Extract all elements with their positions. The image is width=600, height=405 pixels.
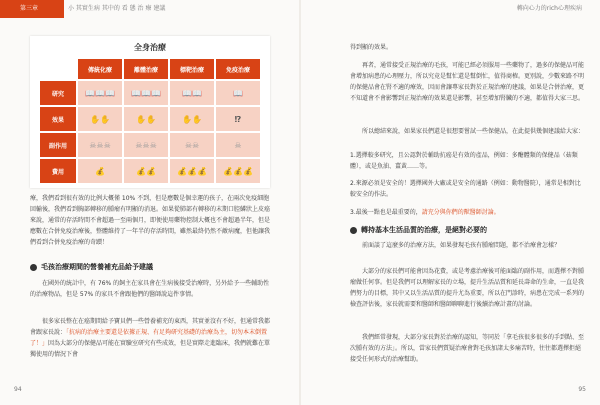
muscle-icon-cell	[124, 107, 168, 131]
muscle-icon-cell	[170, 107, 214, 131]
list-number: 1.	[350, 152, 356, 159]
right-paragraph-5: 大部分的家長們可能會因為花費，或是考慮治療後可能面臨的副作用，而選擇不對腫瘤做任何事。但是我們可以理解家長的立場，提升生活品質和延長壽命的生命，一直是我們努力的目標，其中又以生活品質的提升尤為重要，所以在門診時，病患在完成一系列的檢查評估後，家長就需要和醫師和醫師聊聊進行後續治療計畫的討論。	[350, 268, 585, 308]
money-bag-icon: 💰	[95, 166, 105, 176]
table-title: 全身治療	[134, 43, 166, 52]
money-bag-icon: 💰💰	[136, 166, 156, 176]
col-head-isolation: 離體治療	[124, 59, 168, 79]
money-bag-icon-cell	[170, 159, 214, 183]
skull-icon-cell	[216, 133, 260, 157]
table-header-row	[40, 59, 260, 79]
list-highlight: 請充分與你們的獸醫師討論。	[421, 209, 500, 216]
list-number: 3.	[350, 209, 356, 216]
col-head-immuno: 免疫治療	[216, 59, 260, 79]
right-paragraph-3: 所以總結來說，如果家長們還是很想要嘗試一些保健品，在此提供幾個建議給大家：	[362, 128, 585, 135]
book-icon-cell	[216, 81, 260, 105]
left-paragraph-3	[30, 316, 272, 360]
book-icon: 📖📖📖	[131, 88, 161, 98]
right-running-title: 轉向心力的rich心理疾病	[516, 5, 582, 12]
skull-icon: ☠☠	[184, 140, 200, 150]
skull-icon: ☠	[234, 140, 242, 150]
table-grid	[40, 59, 260, 185]
section-heading-text: 轉持基本生活品質的治療，是絕對必要的	[361, 226, 487, 234]
row-head-research: 研究	[40, 81, 76, 105]
money-bag-icon-cell	[124, 159, 168, 183]
question-icon: ⁉	[234, 114, 242, 124]
book-icon-cell	[78, 81, 122, 105]
page-number-right: 95	[578, 386, 586, 393]
right-paragraph-6	[350, 332, 584, 365]
book-icon-cell	[124, 81, 168, 105]
advice-item-1	[350, 150, 584, 172]
advice-item-3	[350, 207, 584, 218]
skull-icon: ☠☠☠	[135, 140, 157, 150]
section-heading-quality-of-life	[350, 225, 584, 235]
right-paragraph-2: 再者，通常接受正規治療的毛孩，可能已經必須服用一些藥物了，過多的保健品可能會增加病患的心理壓力，所以究竟是幫忙還是幫倒忙，值得商榷。更別說，少數來路不明的保健品會在腎不適的療效，因而會讓專家長對於正規治療的建議，如果是合併治療，更不知道會不會影響到正規治療的效果還是影響，甚至增加腎臟的不適，都值得大家三思。	[350, 62, 585, 102]
treatment-comparison-table	[30, 36, 270, 188]
chapter-tab	[0, 0, 64, 18]
table-row-cost	[40, 159, 260, 183]
table-corner	[40, 59, 76, 79]
skull-icon-cell	[124, 133, 168, 157]
left-paragraph-1: 療，我們看到很有效的比例大概僅 10% 不到，但是應數是個幸運的孩子，在兩次免疫細胞回輸後，我們看到胸部轉移的腫瘤有明顯的消退。如果從肺部有轉移的末期口腔鱗狀上皮癌來說，通常的存活時間不會超過一至兩個月，即便使用藥物控制大概也不會超過半年，但是應數在合併免疫治療後，整體維持了一年半的存活時間，雖然最終仍然不敵病魔，但他讓我們看到合併免疫治療的奇蹟！	[30, 195, 271, 246]
left-running-title: 小 其實生病 其中的 看 態 治 療 建議	[68, 5, 166, 12]
question-icon-cell	[216, 107, 260, 131]
book-icon: 📖📖	[182, 88, 202, 98]
paragraph-text: 」。所以，當家長們質疑治療會對毛孩加諸太多痛苦時，往往都選擇拒絕接受任何形式的治療幫助。	[350, 345, 582, 363]
paw-icon	[350, 227, 357, 234]
advice-item-2	[350, 178, 584, 200]
row-head-side-effects: 副作用	[40, 133, 76, 157]
book-icon-cell	[170, 81, 214, 105]
section-heading-text: 毛孩治療期間的營養補充品給予建議	[41, 263, 153, 271]
muscle-icon: ✋✋	[182, 114, 202, 124]
paragraph-text: 很多家長整在在癌期間給予寶貝們一些營養補充的東西，其實並沒有不好，但通常我都會跟家長說：	[30, 318, 271, 336]
money-bag-icon-cell	[216, 159, 260, 183]
list-text: 選擇較多研究，且公認對於輔助抗癌是有效的產品，例如：多醣體類的保健品（菇類體），或是魚油、薑黃……等。	[350, 152, 578, 170]
skull-icon: ☠☠☠	[89, 140, 111, 150]
right-paragraph-4: 前面談了這麼多的治療方法，如果發現毛孩有腫瘤問題，都不治療會怎樣？	[362, 242, 561, 249]
section-heading-supplements	[30, 262, 272, 272]
muscle-icon: ✋✋	[136, 114, 156, 124]
skull-icon-cell	[170, 133, 214, 157]
money-bag-icon-cell	[78, 159, 122, 183]
book-icon: 📖	[233, 88, 243, 98]
skull-icon-cell	[78, 133, 122, 157]
right-paragraph-1: 得到顯的效果。	[350, 44, 393, 51]
page-number-left: 94	[14, 386, 22, 393]
list-text: 來源必須是安全的！選擇國外大廠或是安全的通路（例如：動物醫院），通常是相對比較安全的作法。	[350, 180, 581, 198]
left-paragraph-2: 在國外的統計中，有 76% 的飼主在家具會在生病後接受治療時，另外給予一些輔助性的治療物品，但是 57% 的家具不會跟他們的醫師說這件事情。	[30, 280, 270, 298]
muscle-icon-cell	[78, 107, 122, 131]
col-head-targeted: 標靶治療	[170, 59, 214, 79]
table-row-research	[40, 81, 260, 105]
row-head-effect: 效果	[40, 107, 76, 131]
highlight-quote: 「抗病的治療主要還是依據正規、有足夠研究基礎的治療為主，切勿本末倒置了！」	[30, 329, 268, 347]
list-text: 最後一點也是最重要的，	[355, 209, 422, 216]
chapter-label: 第三章	[20, 5, 39, 12]
muscle-icon: ✋✋	[90, 114, 110, 124]
table-row-side-effects	[40, 133, 260, 157]
row-head-cost: 費用	[40, 159, 76, 183]
paragraph-text: 因為大部分的保健品可能在實驗室研究有些成效，但是實際走進臨床，我們就難在單獨使用的情況下會	[30, 340, 271, 358]
money-bag-icon: 💰💰💰	[177, 166, 207, 176]
table-row-effect	[40, 107, 260, 131]
right-page	[300, 0, 600, 405]
list-number: 2.	[350, 180, 356, 187]
col-head-chemo: 傳統化療	[78, 59, 122, 79]
paw-icon	[30, 264, 37, 271]
book-icon: 📖📖📖	[85, 88, 115, 98]
money-bag-icon: 💰💰💰	[223, 166, 253, 176]
paragraph-text: 我們經常發現，大部分家長對於治療的認知，等同於「拿毛孩很多很多的手到點、至次腫有效的方法	[350, 334, 585, 352]
